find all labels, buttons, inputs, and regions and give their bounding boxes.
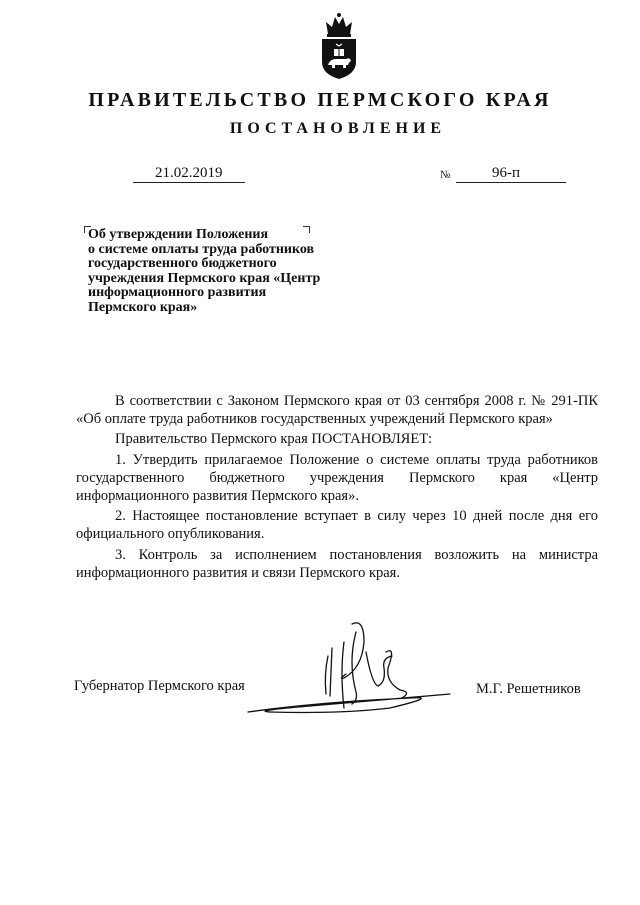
document-type: ПОСТАНОВЛЕНИЕ bbox=[229, 120, 447, 137]
perm-krai-coat-of-arms-icon bbox=[316, 10, 362, 80]
subject-line: Об утверждении Положения bbox=[88, 227, 269, 242]
document-subject bbox=[88, 228, 378, 315]
handwritten-signature-icon bbox=[240, 612, 470, 722]
document-number: 96-п bbox=[492, 165, 521, 181]
body-paragraph: В соответствии с Законом Пермского края от 03 сентября 2008 г. № 291-ПК «Об оплате труда работников государственных учреждений Пермского края» bbox=[76, 393, 598, 428]
body-paragraph: 1. Утвердить прилагаемое Положение о системе оплаты труда работников государственного бюджетного учреждения Пермского края «Центр информационного развития Пермского края». bbox=[76, 451, 598, 505]
signatory-name: М.Г. Решетников bbox=[476, 681, 581, 697]
number-label: № bbox=[440, 169, 451, 181]
subject-line: о системе оплаты труда работников bbox=[88, 241, 315, 257]
document-date: 21.02.2019 bbox=[155, 165, 223, 181]
body-paragraph: 3. Контроль за исполнением постановления возложить на министра информационного развития и связи Пермского края. bbox=[76, 546, 598, 581]
number-field bbox=[440, 165, 566, 185]
date-field bbox=[133, 165, 245, 185]
body-paragraph: Правительство Пермского края ПОСТАНОВЛЯЕТ: bbox=[115, 431, 433, 448]
subject-line: государственного бюджетного bbox=[88, 256, 277, 271]
subject-line: Пермского края» bbox=[88, 299, 198, 315]
body-paragraph: 2. Настоящее постановление вступает в силу через 10 дней после дня его официального опубликования. bbox=[76, 508, 598, 543]
document-body bbox=[76, 392, 598, 582]
subject-line: учреждения Пермского края «Центр bbox=[88, 270, 321, 286]
date-underline bbox=[133, 182, 245, 183]
signatory-position: Губернатор Пермского края bbox=[74, 678, 245, 694]
subject-line: информационного развития bbox=[88, 285, 267, 300]
number-underline bbox=[456, 182, 566, 183]
organization-title: ПРАВИТЕЛЬСТВО ПЕРМСКОГО КРАЯ bbox=[88, 89, 552, 111]
